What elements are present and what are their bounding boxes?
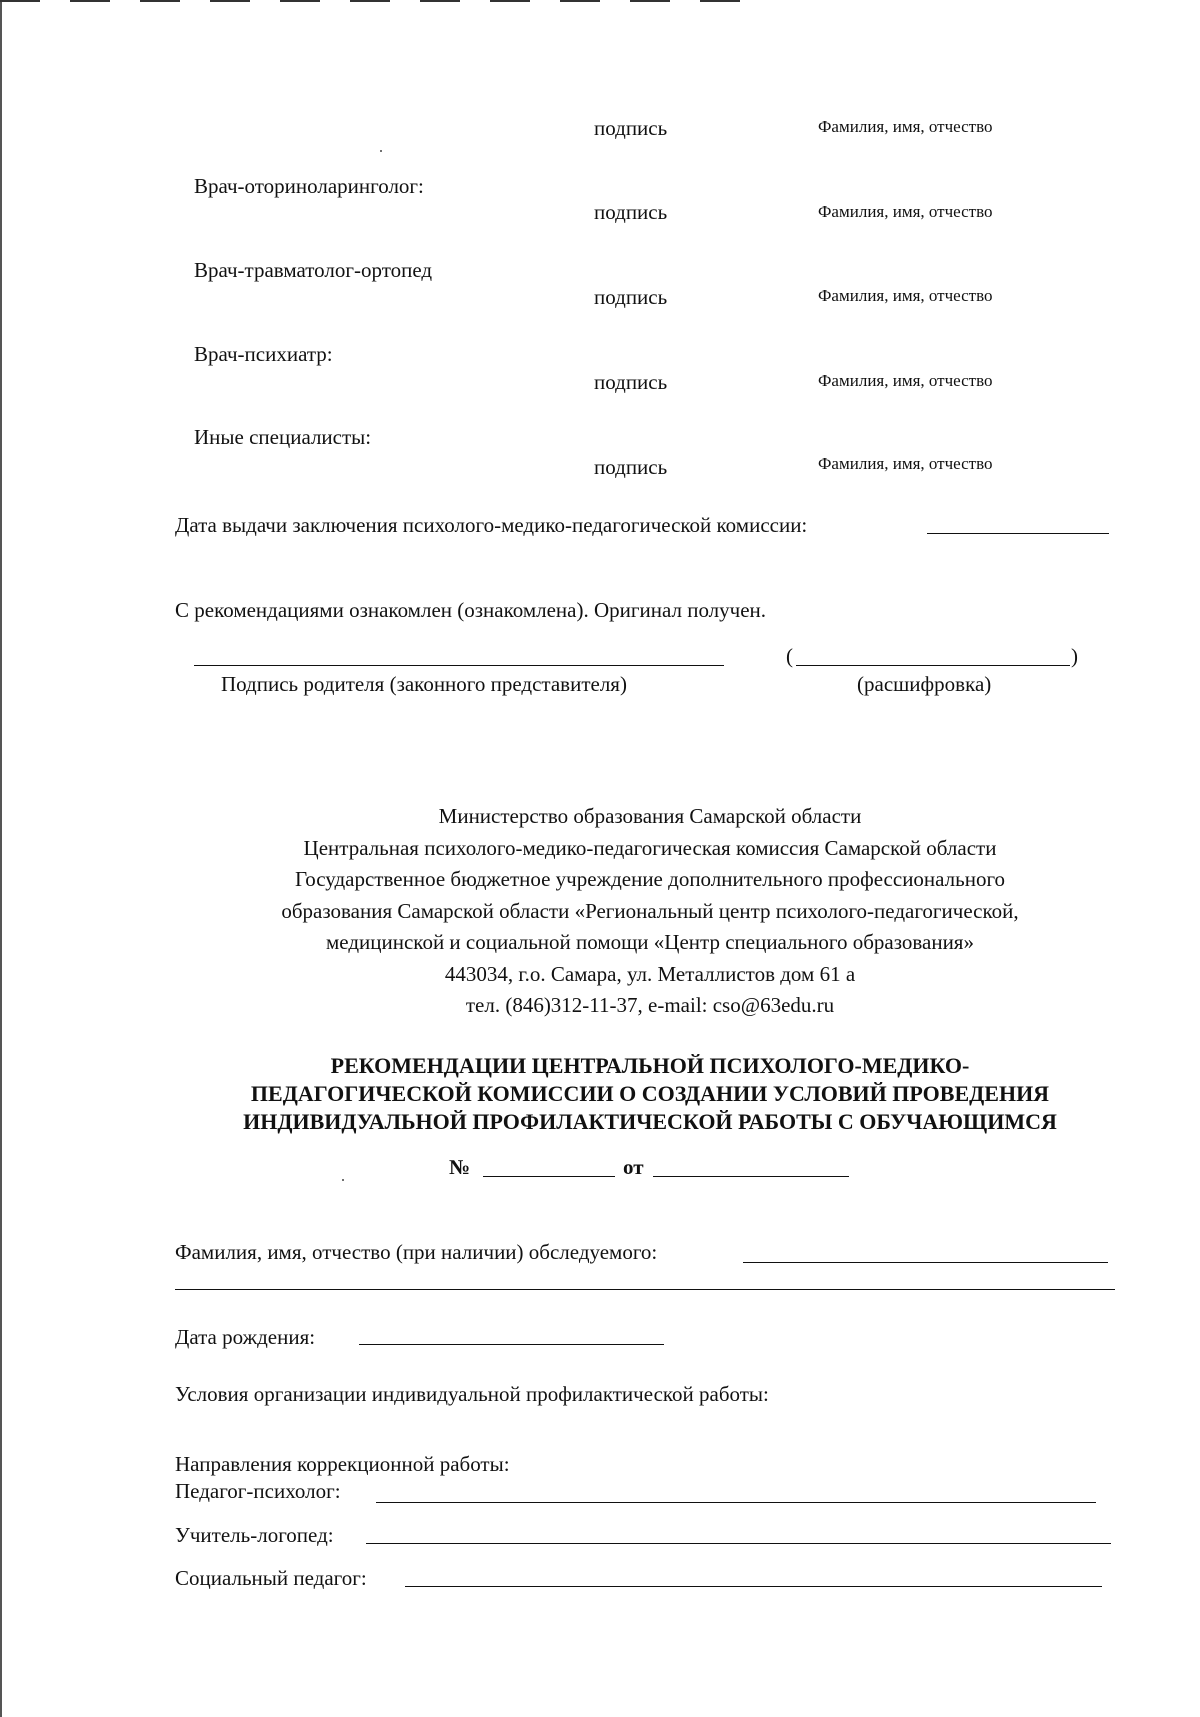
speech-therapist-line[interactable] xyxy=(366,1543,1111,1544)
parent-signature-line[interactable] xyxy=(194,665,724,666)
acknowledgement-text: С рекомендациями ознакомлен (ознакомлена). Оригинал получен. xyxy=(175,598,767,622)
birth-date-line[interactable] xyxy=(359,1344,664,1345)
scan-edge-left xyxy=(0,0,2,1717)
fio-field-line-2[interactable] xyxy=(175,1289,1115,1290)
from-label: от xyxy=(623,1155,644,1179)
title-line: ПЕДАГОГИЧЕСКОЙ КОМИССИИ О СОЗДАНИИ УСЛОВИЙ ПРОВЕДЕНИЯ xyxy=(250,1081,1050,1106)
psychologist-line[interactable] xyxy=(376,1502,1096,1503)
fio-label: Фамилия, имя, отчество xyxy=(818,454,993,473)
header-line: Министерство образования Самарской области xyxy=(438,804,862,828)
role-otolaryngologist: Врач-оториноларинголог: xyxy=(194,174,424,198)
fio-label: Фамилия, имя, отчество xyxy=(818,117,993,136)
signature-label: подпись xyxy=(594,455,668,479)
fio-field-line[interactable] xyxy=(743,1262,1108,1263)
signature-label: подпись xyxy=(594,116,668,140)
header-line: медицинской и социальной помощи «Центр специального образования» xyxy=(326,930,974,954)
fio-label: Фамилия, имя, отчество xyxy=(818,286,993,305)
decode-caption: (расшифровка) xyxy=(857,672,992,696)
role-other-specialists: Иные специалисты: xyxy=(194,425,372,449)
issue-date-line[interactable] xyxy=(927,533,1109,534)
birth-date-label: Дата рождения: xyxy=(175,1325,316,1349)
header-line: образования Самарской области «Региональный центр психолого-педагогической, xyxy=(281,898,1019,923)
title-line: ИНДИВИДУАЛЬНОЙ ПРОФИЛАКТИЧЕСКОЙ РАБОТЫ С ОБУЧАЮЩИМСЯ xyxy=(243,1109,1057,1134)
scan-speck xyxy=(380,150,382,152)
signature-label: подпись xyxy=(594,370,668,394)
psychologist-label: Педагог-психолог: xyxy=(175,1479,341,1503)
directions-label: Направления коррекционной работы: xyxy=(175,1452,510,1476)
signature-label: подпись xyxy=(594,285,668,309)
institution-header xyxy=(150,801,1150,1022)
scan-edge-top xyxy=(0,0,760,2)
decode-line[interactable] xyxy=(796,665,1070,666)
header-line: 443034, г.о. Самара, ул. Металлистов дом 61 а xyxy=(444,961,856,986)
signature-label: подпись xyxy=(594,200,668,224)
issue-date-label: Дата выдачи заключения психолого-медико-педагогической комиссии: xyxy=(175,513,808,537)
parent-signature-caption: Подпись родителя (законного представителя) xyxy=(221,672,627,696)
title-line: РЕКОМЕНДАЦИИ ЦЕНТРАЛЬНОЙ ПСИХОЛОГО-МЕДИКО- xyxy=(330,1053,970,1078)
date-line[interactable] xyxy=(653,1176,849,1177)
number-line[interactable] xyxy=(483,1176,615,1177)
number-label: № xyxy=(449,1155,471,1179)
role-traumatologist: Врач-травматолог-ортопед xyxy=(194,258,433,282)
social-pedagogue-label: Социальный педагог: xyxy=(175,1566,367,1590)
document-title xyxy=(150,1052,1150,1136)
fio-label: Фамилия, имя, отчество xyxy=(818,371,993,390)
speech-therapist-label: Учитель-логопед: xyxy=(175,1523,334,1547)
decode-open-paren: ( xyxy=(786,644,793,668)
header-line: тел. (846)312-11-37, e-mail: cso@63edu.ru xyxy=(465,993,835,1017)
header-line: Государственное бюджетное учреждение дополнительного профессионального xyxy=(294,867,1006,891)
fio-label: Фамилия, имя, отчество xyxy=(818,202,993,221)
fio-field-label: Фамилия, имя, отчество (при наличии) обследуемого: xyxy=(175,1240,658,1264)
header-line: Центральная психолого-медико-педагогическая комиссия Самарской области xyxy=(303,835,997,860)
conditions-label: Условия организации индивидуальной профилактической работы: xyxy=(175,1382,769,1406)
decode-close-paren: ) xyxy=(1071,644,1078,668)
social-pedagogue-line[interactable] xyxy=(405,1586,1102,1587)
role-psychiatrist: Врач-психиатр: xyxy=(194,342,333,366)
scan-speck xyxy=(342,1179,344,1181)
